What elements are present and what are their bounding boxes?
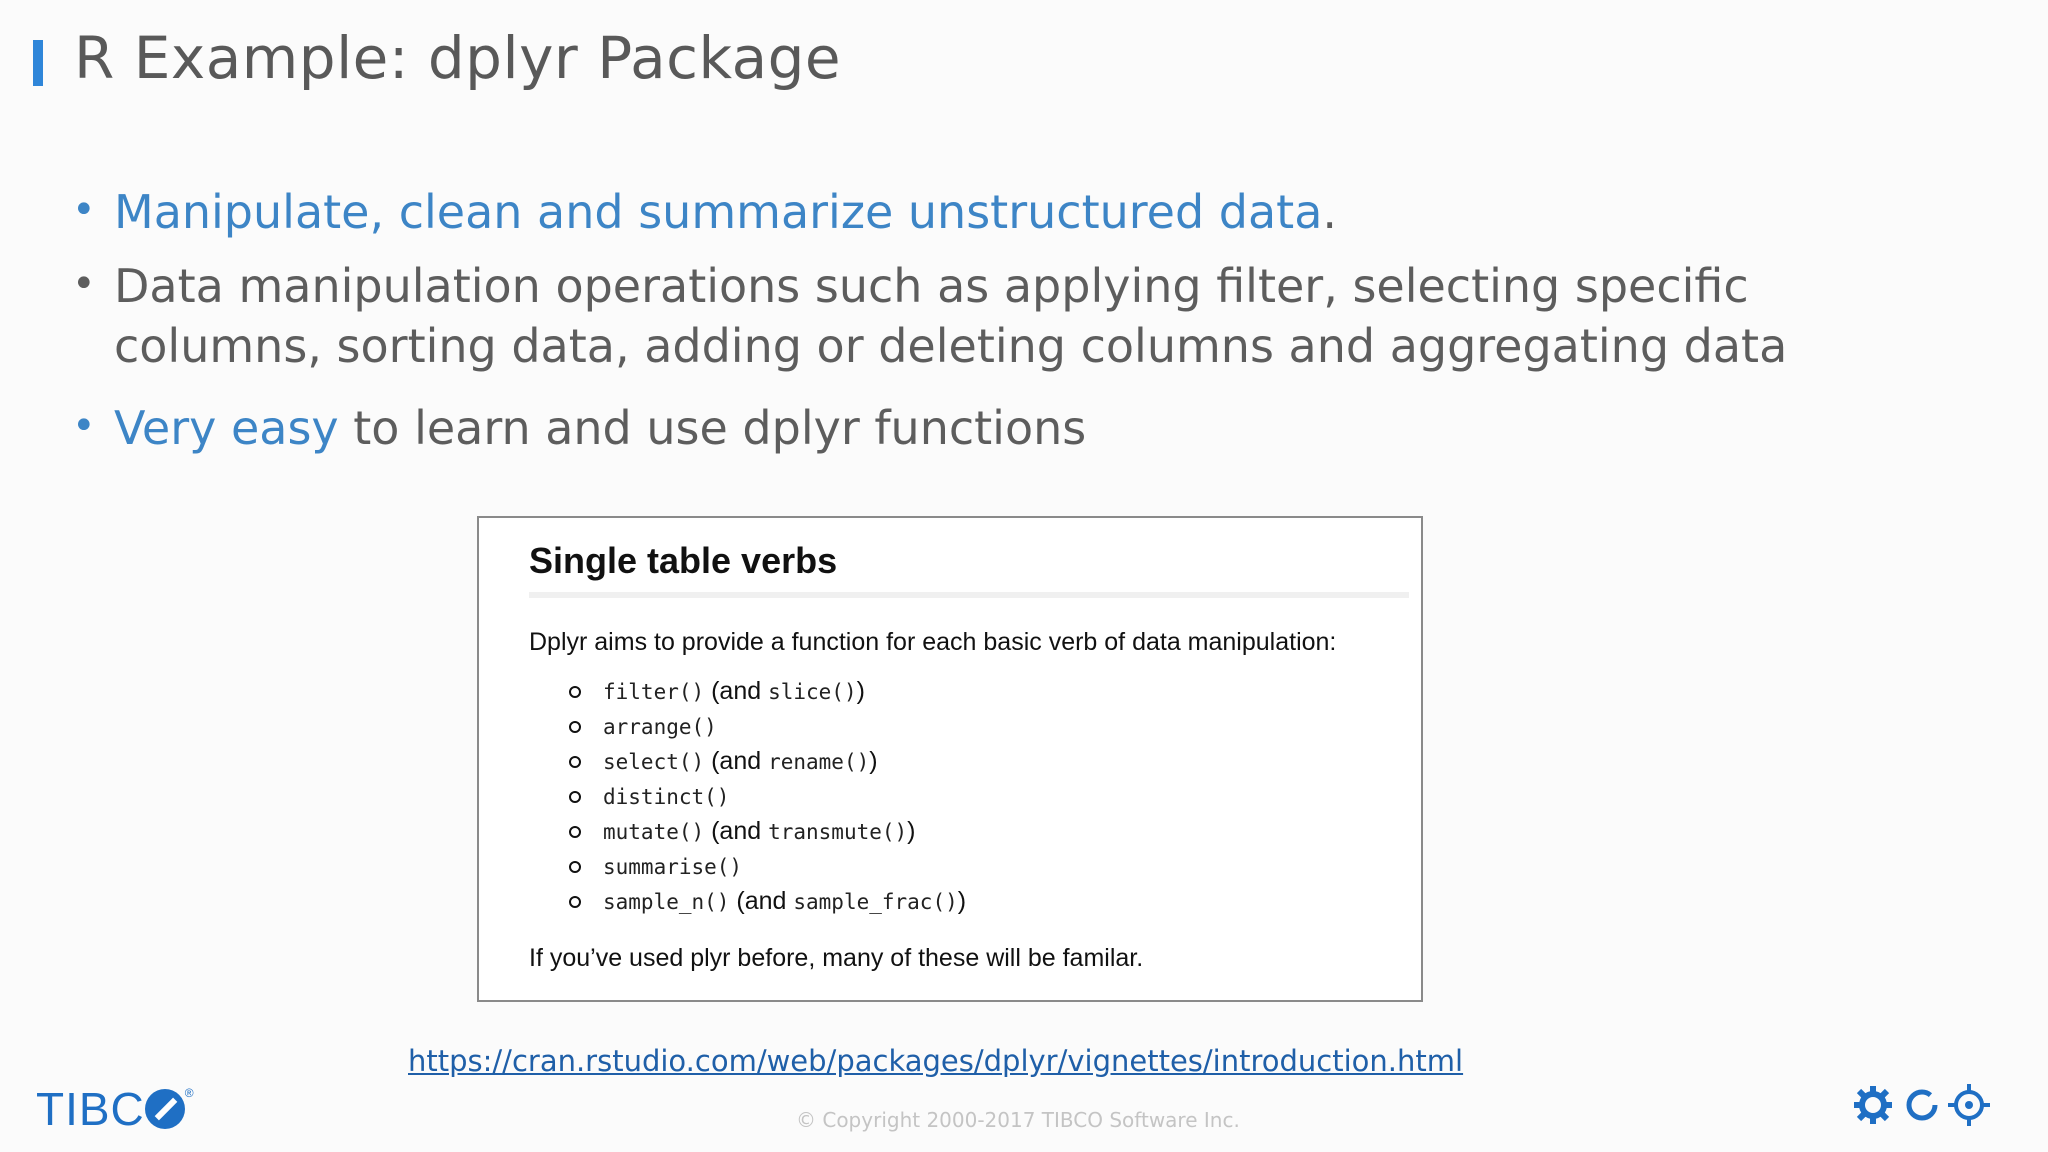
tibco-logo: TIBC ®: [36, 1083, 195, 1135]
verb-item: distinct(): [569, 779, 966, 814]
heading-rule: [529, 592, 1409, 598]
bullet-dot: •: [72, 261, 96, 307]
bullet-dot: •: [72, 187, 96, 233]
vignette-link[interactable]: https://cran.rstudio.com/web/packages/dplyr/vignettes/introduction.html: [408, 1044, 1464, 1078]
verbs-screenshot: [477, 516, 1423, 1002]
gear-icon: [1852, 1084, 1894, 1126]
verb-item: mutate() (and transmute()): [569, 814, 966, 849]
bullet-3-rest: to learn and use dplyr functions: [338, 401, 1087, 455]
bullet-2-line1: Data manipulation operations such as applying filter, selecting specific: [114, 259, 1749, 313]
verb-list: [569, 674, 966, 919]
crosshair-icon: [1948, 1084, 1990, 1126]
copyright-text: © Copyright 2000-2017 TIBCO Software Inc.: [796, 1108, 1240, 1132]
bullet-3-highlight: Very easy: [114, 401, 339, 455]
verb-item: arrange(): [569, 709, 966, 744]
slide-title: R Example: dplyr Package: [74, 24, 842, 92]
verb-item: filter() (and slice()): [569, 674, 966, 709]
verbs-intro: Dplyr aims to provide a function for each basic verb of data manipulation:: [529, 628, 1337, 656]
verbs-footer: If you’ve used plyr before, many of these will be familar.: [529, 944, 1144, 972]
ring-icon: [1902, 1084, 1942, 1126]
verb-item: sample_n() (and sample_frac()): [569, 884, 966, 919]
verbs-heading: Single table verbs: [529, 540, 838, 581]
bullet-1-highlight: Manipulate, clean and summarize unstructured data: [114, 185, 1323, 239]
logo-o-icon: [145, 1089, 185, 1129]
verb-item: summarise(): [569, 849, 966, 884]
bullet-2-line2: columns, sorting data, adding or deleting columns and aggregating data: [114, 319, 1788, 373]
bullet-dot: •: [72, 403, 96, 449]
verb-item: select() (and rename()): [569, 744, 966, 779]
bullet-1-rest: .: [1322, 185, 1338, 239]
title-accent-bar: [33, 40, 43, 86]
